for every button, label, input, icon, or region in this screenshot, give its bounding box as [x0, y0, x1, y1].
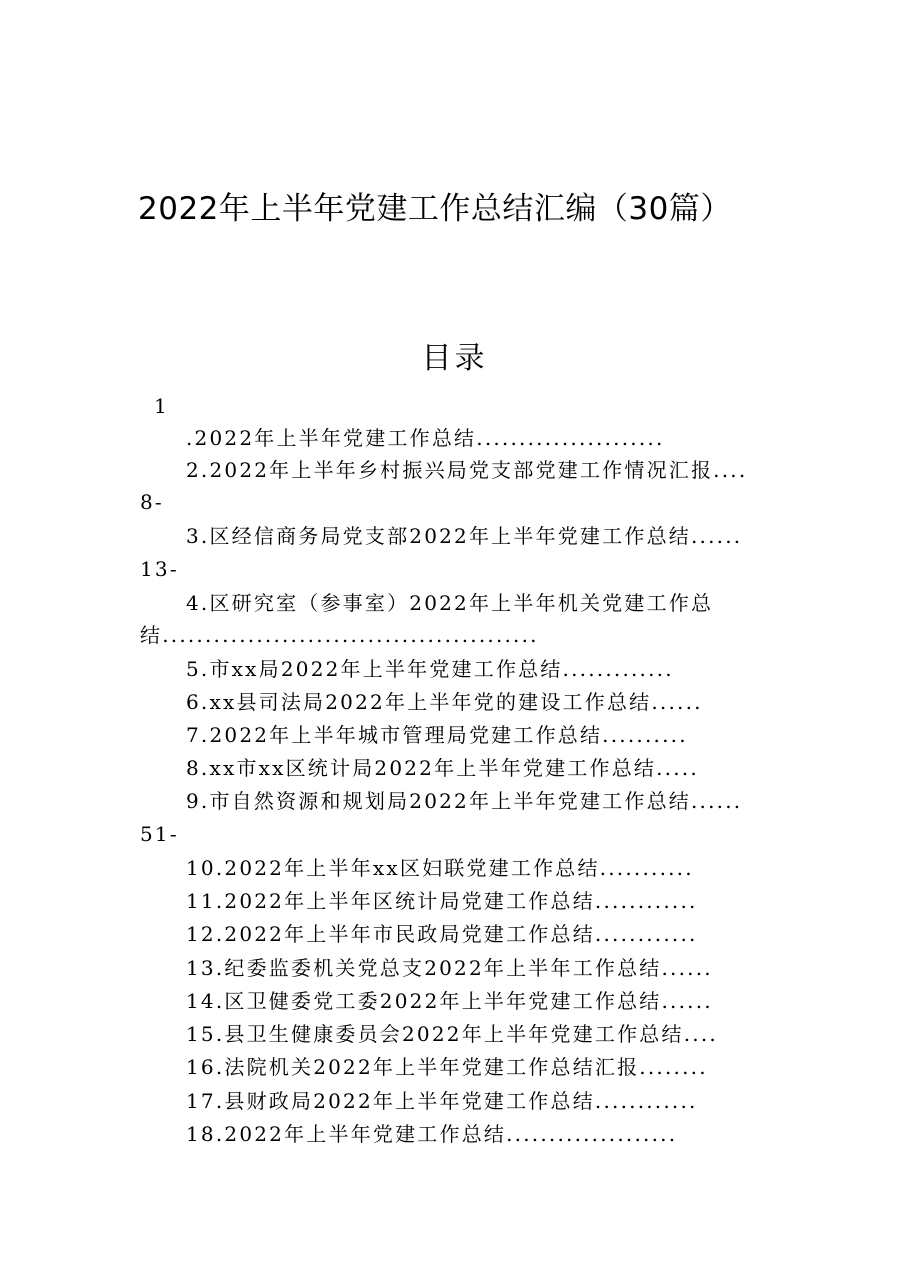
toc-line: 8.xx市xx区统计局2022年上半年党建工作总结.....	[186, 756, 699, 780]
toc-line: .2022年上半年党建工作总结......................	[186, 426, 665, 450]
toc-line: 3.区经信商务局党支部2022年上半年党建工作总结......	[186, 524, 743, 548]
toc-line: 7.2022年上半年城市管理局党建工作总结..........	[186, 723, 688, 747]
toc-line: 12.2022年上半年市民政局党建工作总结............	[186, 922, 698, 946]
toc-line: 结............................................	[140, 623, 539, 647]
toc-line: 13-	[140, 557, 179, 581]
toc-line: 6.xx县司法局2022年上半年党的建设工作总结......	[186, 690, 703, 714]
toc-line: 14.区卫健委党工委2022年上半年党建工作总结......	[186, 989, 713, 1013]
toc-line: 11.2022年上半年区统计局党建工作总结............	[186, 889, 698, 913]
toc-line: 1	[154, 394, 169, 418]
toc-line: 5.市xx局2022年上半年党建工作总结.............	[186, 657, 674, 681]
toc-line: 15.县卫生健康委员会2022年上半年党建工作总结....	[186, 1022, 718, 1046]
document-title: 2022年上半年党建工作总结汇编（30篇）	[138, 191, 732, 227]
toc-line: 8-	[140, 490, 164, 514]
toc-line: 2.2022年上半年乡村振兴局党支部党建工作情况汇报....	[186, 458, 748, 482]
toc-line: 13.纪委监委机关党总支2022年上半年工作总结......	[186, 956, 713, 980]
toc-heading: 目录	[421, 341, 488, 376]
toc-line: 4.区研究室（参事室）2022年上半年机关党建工作总	[186, 591, 714, 615]
toc-line: 9.市自然资源和规划局2022年上半年党建工作总结......	[186, 789, 743, 813]
toc-line: 10.2022年上半年xx区妇联党建工作总结...........	[186, 856, 694, 880]
toc-line: 51-	[140, 822, 179, 846]
toc-line: 17.县财政局2022年上半年党建工作总结............	[186, 1089, 698, 1113]
toc-line: 18.2022年上半年党建工作总结....................	[186, 1122, 678, 1146]
toc-line: 16.法院机关2022年上半年党建工作总结汇报........	[186, 1055, 708, 1079]
